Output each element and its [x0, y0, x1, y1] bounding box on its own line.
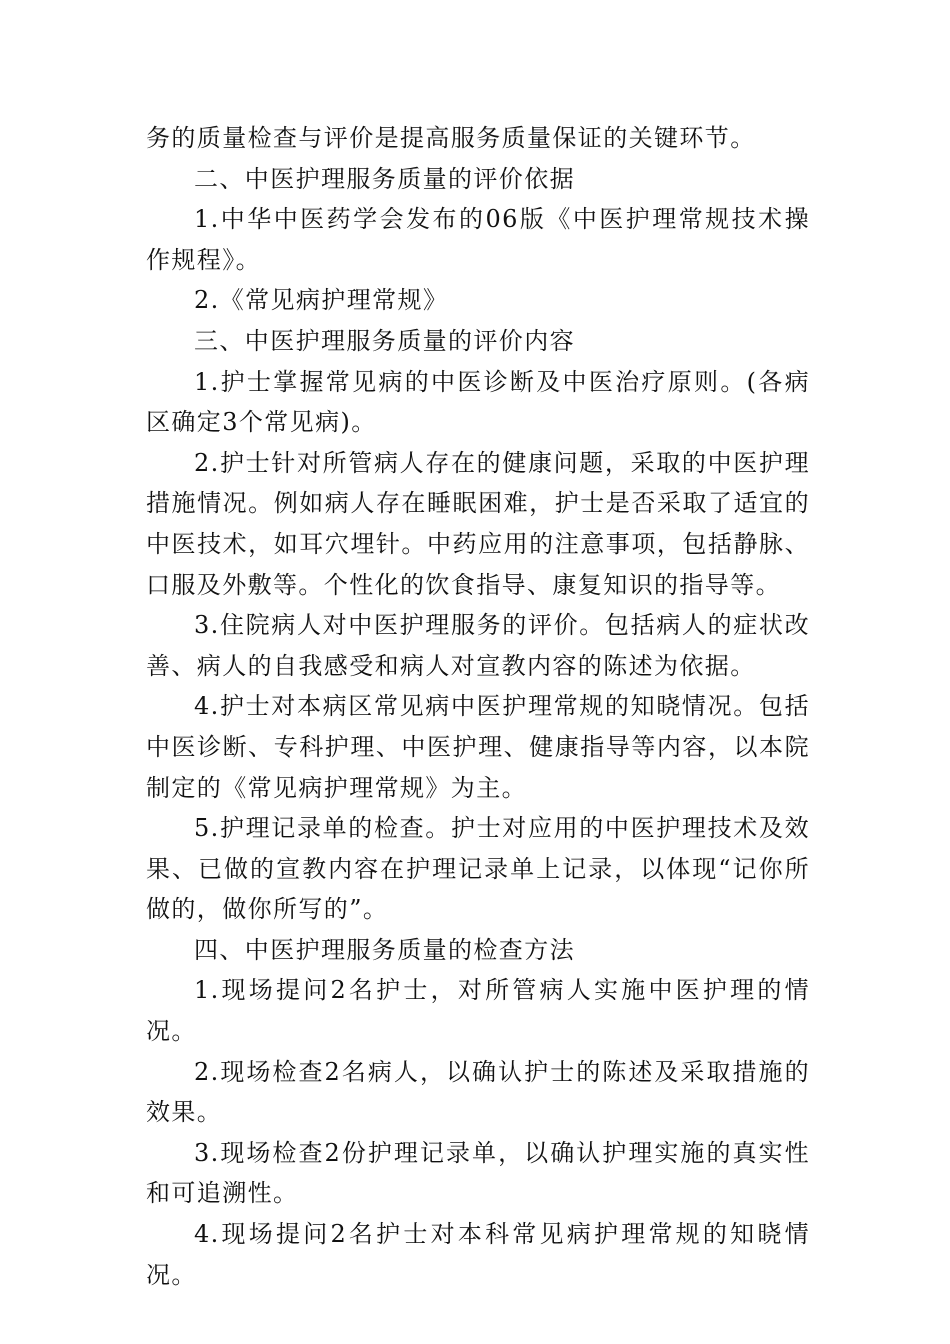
content-item-2: 2.护士针对所管病人存在的健康问题，采取的中医护理措施情况。例如病人存在睡眠困难，护士是否采取了适宜的中医技术，如耳穴埋针。中药应用的注意事项，包括静脉、口服及外敷等。个性化的饮食指导、康复知识的指导等。: [146, 448, 810, 599]
method-item-4: 4.现场提问2名护士对本科常见病护理常规的知晓情况。: [146, 1220, 810, 1289]
basis-item-1: 1.中华中医药学会发布的06版《中医护理常规技术操作规程》。: [146, 205, 810, 274]
paragraph-intro-continuation: 务的质量检查与评价是提高服务质量保证的关键环节。: [146, 124, 756, 152]
method-item-1: 1.现场提问2名护士，对所管病人实施中医护理的情况。: [146, 976, 810, 1046]
section-heading-method: 四、中医护理服务质量的检查方法: [194, 935, 575, 964]
content-item-4: 4.护士对本病区常见病中医护理常规的知晓情况。包括中医诊断、专科护理、中医护理、健康指导等内容，以本院制定的《常见病护理常规》为主。: [146, 692, 810, 802]
content-item-5: 5.护理记录单的检查。护士对应用的中医护理技术及效果、已做的宣教内容在护理记录单上记录，以体现“记你所做的，做你所写的”。: [146, 814, 810, 924]
method-item-3: 3.现场检查2份护理记录单，以确认护理实施的真实性和可追溯性。: [146, 1138, 810, 1208]
method-item-2: 2.现场检查2名病人，以确认护士的陈述及采取措施的效果。: [146, 1057, 810, 1127]
section-heading-basis: 二、中医护理服务质量的评价依据: [194, 164, 575, 193]
content-item-1: 1.护士掌握常见病的中医诊断及中医治疗原则。(各病区确定3个常见病)。: [146, 367, 810, 437]
basis-item-2: 2.《常见病护理常规》: [194, 286, 449, 315]
content-item-3: 3.住院病人对中医护理服务的评价。包括病人的症状改善、病人的自我感受和病人对宣教内容的陈述为依据。: [146, 611, 810, 680]
section-heading-content: 三、中医护理服务质量的评价内容: [194, 326, 575, 355]
document-body: [146, 118, 810, 1295]
